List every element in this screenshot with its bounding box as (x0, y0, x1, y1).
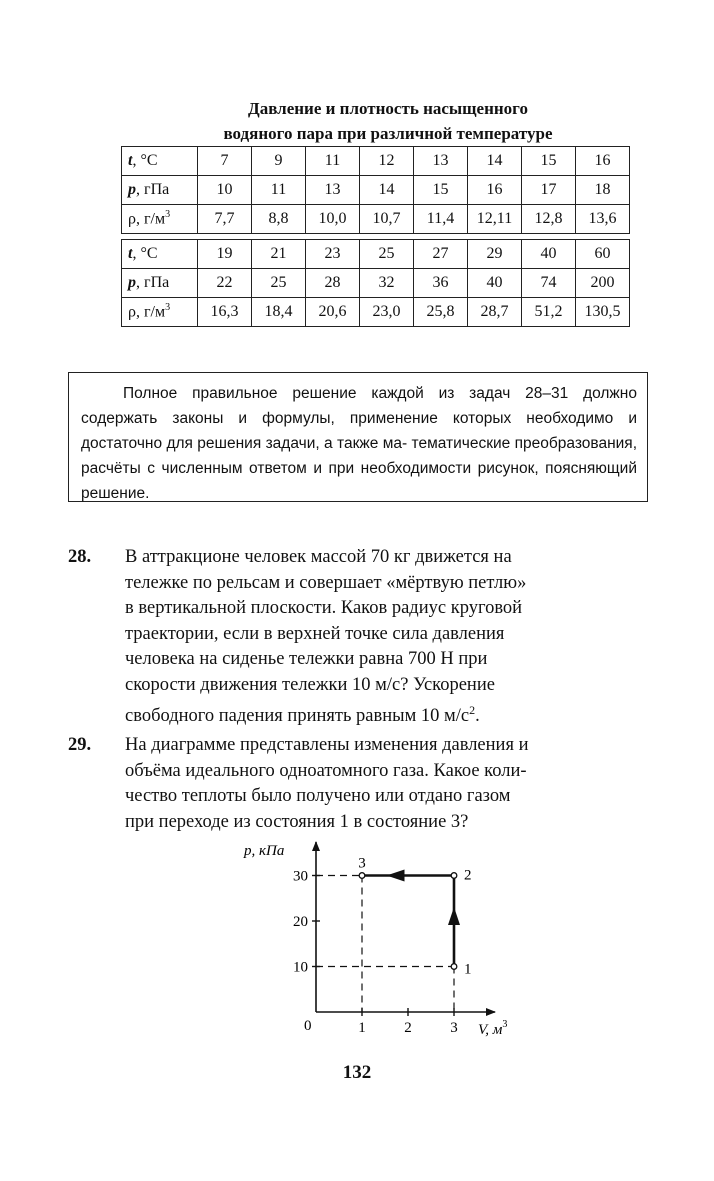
row-header-density: ρ, $г/м^3$ (122, 298, 198, 327)
notice-line: Полное правильное решение каждой из задач 28–31 (123, 385, 569, 402)
table-cell: 130,5 (576, 298, 630, 327)
table-cell: 10,0 (306, 205, 360, 234)
table-cell: 29 (468, 240, 522, 269)
table-cell: 15 (414, 176, 468, 205)
table-row-temperature (122, 240, 630, 269)
table-cell: 10,7 (360, 205, 414, 234)
problem-line: чество теплоты было получено или отдано газом (125, 786, 511, 806)
table-title-line-2: водяного пара при различной температуре (223, 124, 553, 143)
table-cell: 23,0 (360, 298, 414, 327)
problem-line-last: свободного падения принять равным 10 $м/с^2$. (125, 703, 480, 727)
table-row-pressure (122, 176, 630, 205)
page-number: 132 (342, 1062, 372, 1083)
table-title-line-1: Давление и плотность насыщенного (248, 99, 528, 118)
table-cell: 11 (306, 147, 360, 176)
table-cell: 32 (360, 269, 414, 298)
state-label-2: 2 (464, 867, 472, 884)
notice-line: тематические преобразования, расчёты с численным ответом (81, 435, 637, 477)
problem-line: человека на сиденье тележки равна 700 Н при (125, 649, 488, 669)
notice-line: и при необходимости рисунок, поясняющий решение. (81, 460, 637, 502)
row-header-density: ρ, $г/м^3$ (122, 205, 198, 234)
table-row-pressure (122, 269, 630, 298)
table-cell: 13,6 (576, 205, 630, 234)
table-cell: 12,11 (468, 205, 522, 234)
table-cell: 20,6 (306, 298, 360, 327)
row-header-temperature: t, °С (122, 240, 198, 269)
table-cell: 10 (198, 176, 252, 205)
table-title (0, 96, 714, 146)
x-tick-label: 3 (450, 1020, 458, 1036)
problem-line: в вертикальной плоскости. Каков радиус круговой (125, 598, 523, 618)
table-cell: 22 (198, 269, 252, 298)
vapor-table-1 (121, 146, 630, 234)
table-cell: 40 (468, 269, 522, 298)
pv-diagram-svg (230, 838, 540, 1053)
row-header-pressure: p, гПа (122, 269, 198, 298)
vapor-table-2 (121, 239, 630, 327)
table-cell: 200 (576, 269, 630, 298)
problem-line: траектории, если в верхней точке сила давления (125, 623, 505, 644)
problem-line: скорости движения тележки 10 м/с? Ускорение (125, 674, 495, 695)
state-point-1 (451, 964, 457, 970)
table-cell: 15 (522, 147, 576, 176)
instructions-box (68, 372, 648, 502)
table-cell: 12,8 (522, 205, 576, 234)
problem-number: 28. (68, 547, 92, 567)
y-axis-label: p, кПа (244, 843, 285, 859)
table-cell: 11,4 (414, 205, 468, 234)
table-cell: 18,4 (252, 298, 306, 327)
problem-line: при переходе из состояния 1 в состояние 3? (125, 811, 469, 832)
table-cell: 23 (306, 240, 360, 269)
pv-diagram (230, 838, 540, 1053)
y-tick-label: 20 (293, 914, 308, 930)
table-cell: 13 (306, 176, 360, 205)
table-cell: 40 (522, 240, 576, 269)
table-cell: 9 (252, 147, 306, 176)
state-point-2 (451, 873, 457, 879)
table-cell: 17 (522, 176, 576, 205)
table-cell: 13 (414, 147, 468, 176)
y-tick-label: 30 (293, 868, 308, 885)
direction-arrow-up (448, 907, 460, 925)
notice-line: необходимо и достаточно для решения задачи, а также ма- (81, 410, 637, 452)
problem-line: тележке по рельсам и совершает «мёртвую петлю» (125, 572, 527, 593)
table-cell: 8,8 (252, 205, 306, 234)
row-header-pressure: p, гПа (122, 176, 198, 205)
y-tick-label: 10 (293, 959, 308, 976)
table-cell: 19 (198, 240, 252, 269)
table-cell: 27 (414, 240, 468, 269)
problem-line: В аттракционе человек массой 70 кг движется на (125, 547, 512, 567)
table-cell: 25 (360, 240, 414, 269)
table-cell: 14 (468, 147, 522, 176)
table-cell: 36 (414, 269, 468, 298)
table-cell: 28,7 (468, 298, 522, 327)
table-row-density (122, 298, 630, 327)
origin-label: 0 (304, 1018, 312, 1034)
state-label-1: 1 (464, 961, 472, 978)
table-cell: 74 (522, 269, 576, 298)
table-cell: 12 (360, 147, 414, 176)
table-row-density (122, 205, 630, 234)
table-cell: 16,3 (198, 298, 252, 327)
problem-text (125, 733, 645, 835)
problem-text (125, 545, 645, 730)
table-cell: 25,8 (414, 298, 468, 327)
row-header-temperature: t, °С (122, 147, 198, 176)
table-cell: 28 (306, 269, 360, 298)
direction-arrow-left (387, 870, 405, 882)
table-cell: 16 (468, 176, 522, 205)
x-tick-label: 2 (404, 1020, 412, 1036)
notice-line: должно содержать законы и формулы, применение которых (81, 385, 637, 427)
problem-line: На диаграмме представлены изменения давления и (125, 735, 529, 755)
table-cell: 14 (360, 176, 414, 205)
problem-number: 29. (68, 735, 92, 755)
table-cell: 7,7 (198, 205, 252, 234)
table-cell: 7 (198, 147, 252, 176)
table-cell: 51,2 (522, 298, 576, 327)
problem-line: объёма идеального одноатомного газа. Какое коли- (125, 760, 527, 781)
table-cell: 21 (252, 240, 306, 269)
state-point-3 (359, 873, 365, 879)
table-cell: 11 (252, 176, 306, 205)
table-cell: 60 (576, 240, 630, 269)
state-label-3: 3 (358, 855, 366, 872)
x-tick-label: 1 (358, 1020, 366, 1036)
x-axis-label: V, $м^3$ (478, 1019, 508, 1038)
table-cell: 25 (252, 269, 306, 298)
table-cell: 16 (576, 147, 630, 176)
table-row-temperature (122, 147, 630, 176)
table-cell: 18 (576, 176, 630, 205)
